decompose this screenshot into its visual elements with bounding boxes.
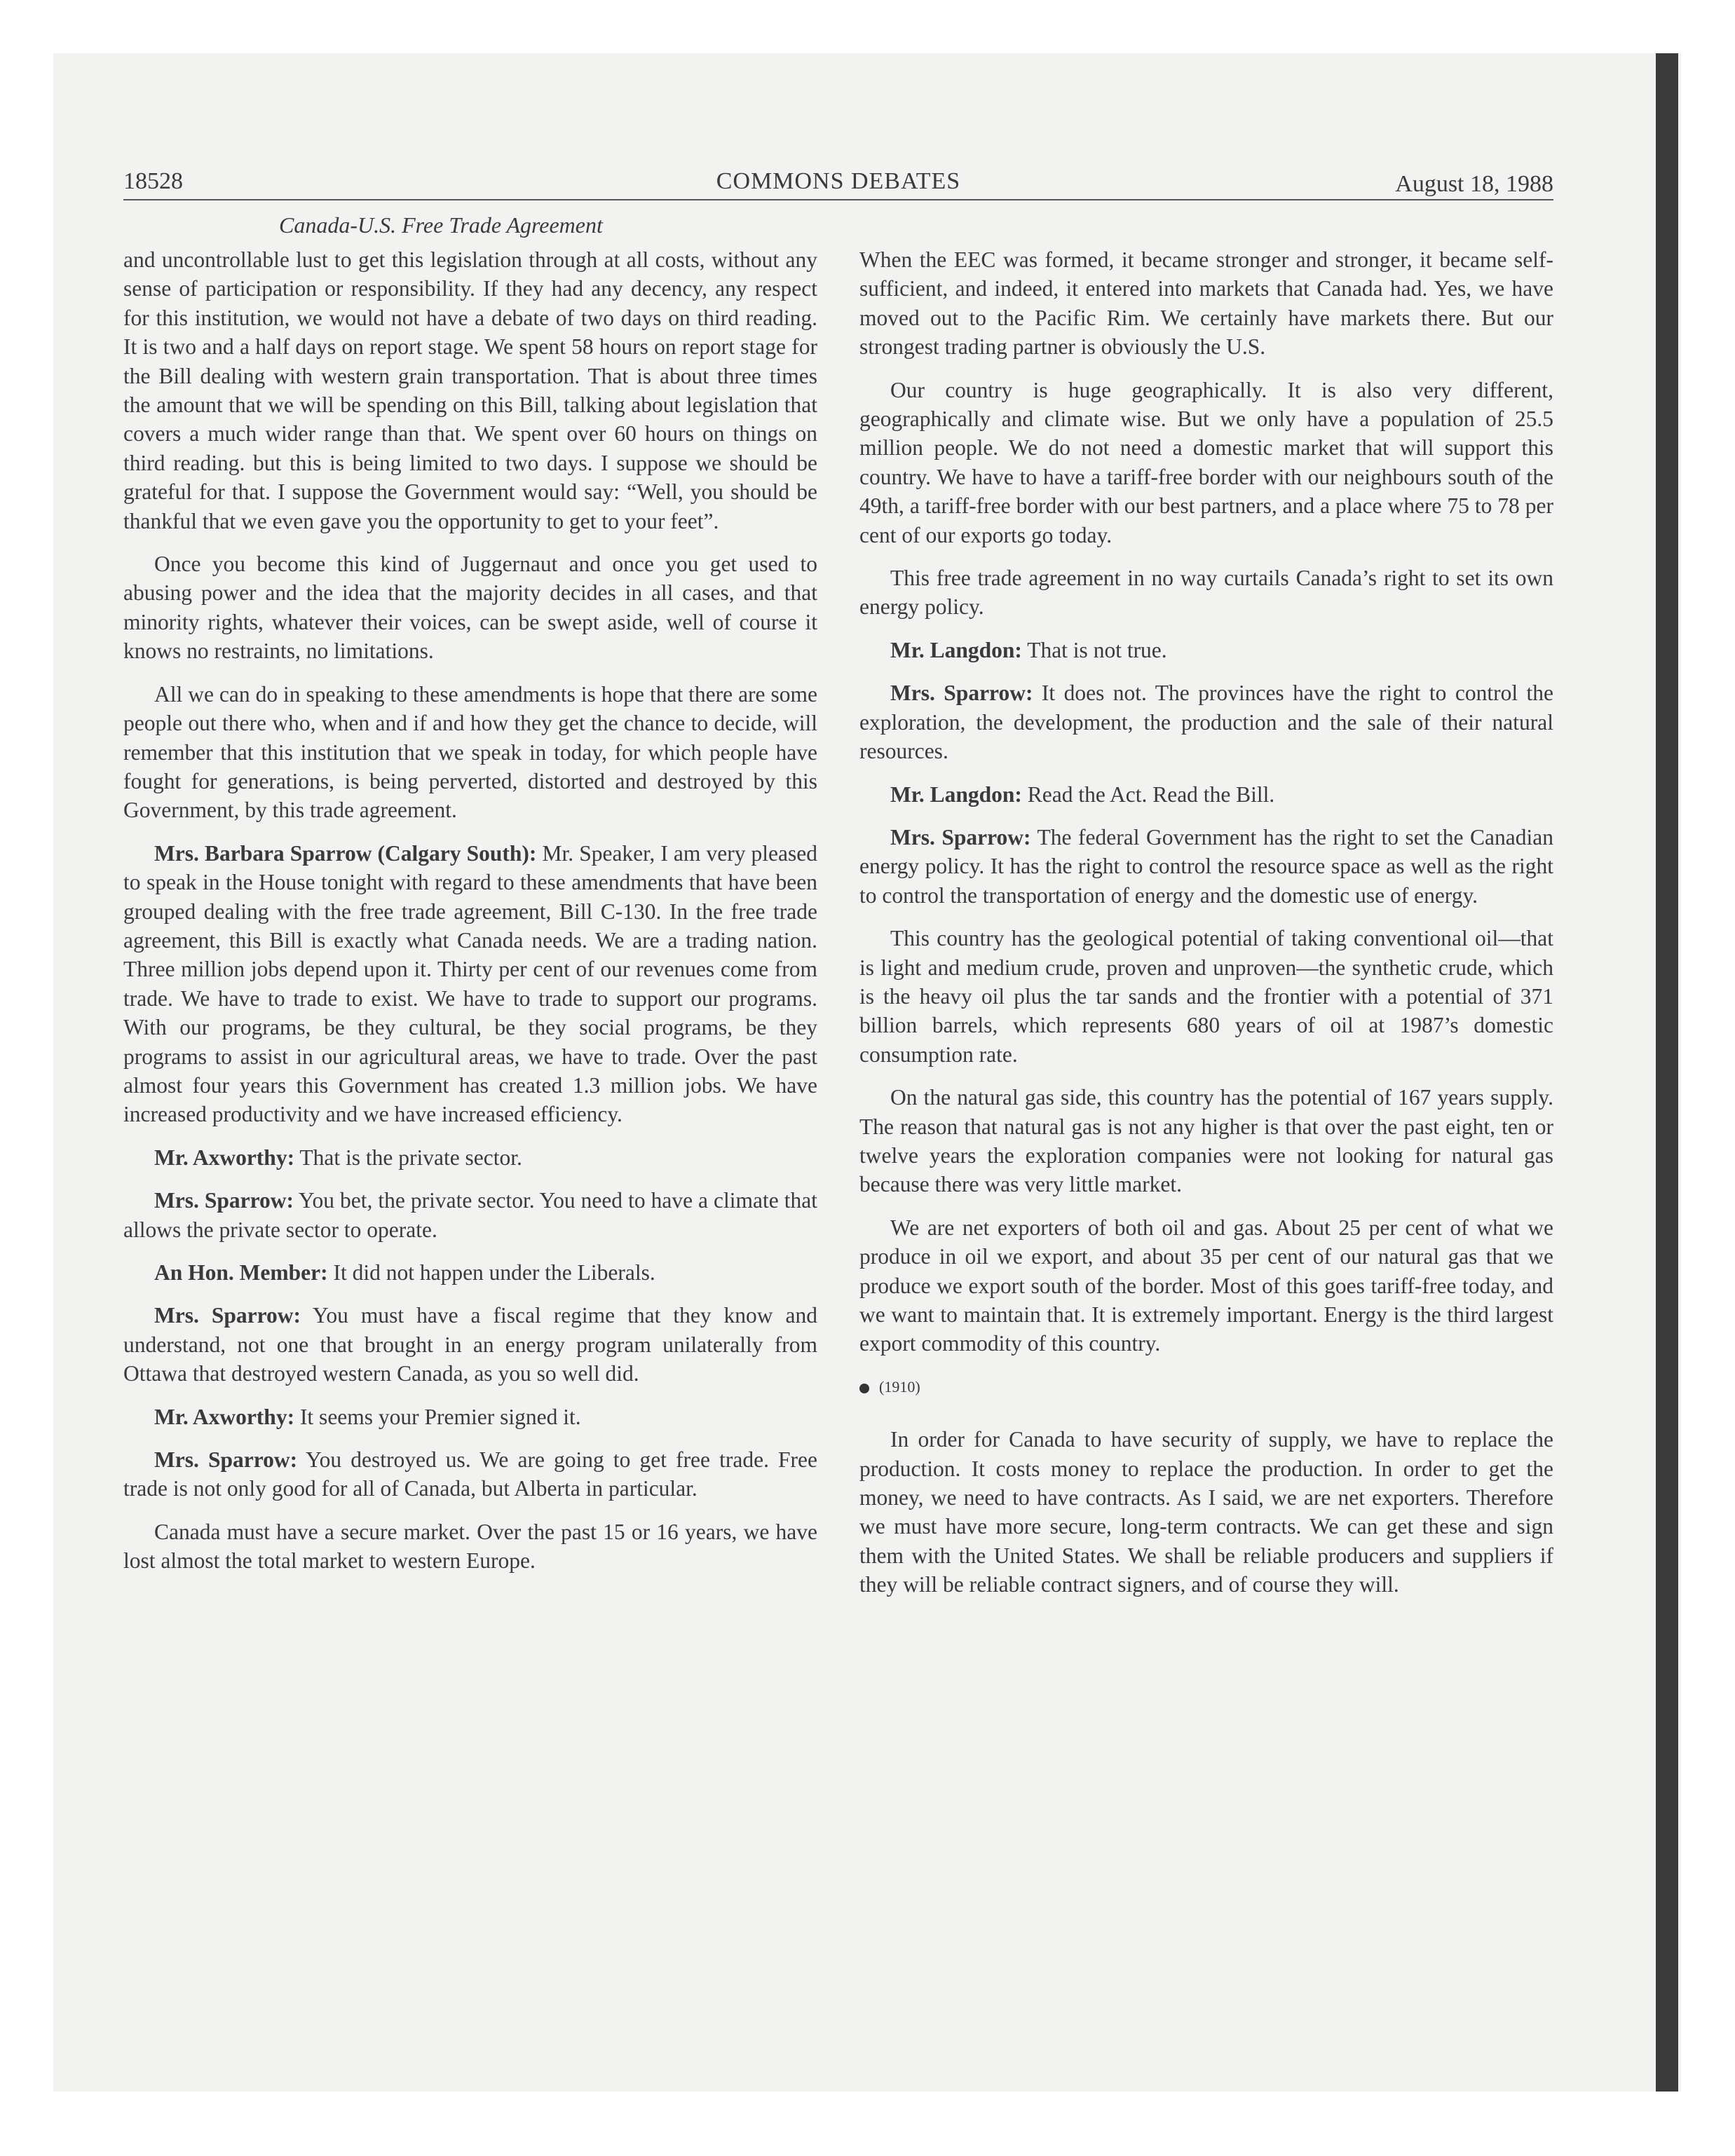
paragraph <box>123 1301 817 1388</box>
speaker-name: An Hon. Member: <box>154 1260 328 1285</box>
two-column-body <box>123 245 1553 1613</box>
paragraph-text: Canada must have a secure market. Over the past 15 or 16 years, we have lost almost the total market to western Europe. <box>123 1519 817 1574</box>
paragraph <box>859 564 1553 622</box>
paragraph <box>859 924 1553 1069</box>
paragraph <box>123 1143 817 1172</box>
paragraph <box>123 1403 817 1431</box>
paragraph-text: This country has the geological potential of taking conventional oil—that is light and medium crude, proven and unproven—the synthetic crude, which is the heavy oil plus the tar sands and the frontier with a potential of 371 billion barrels, which represents 680 years of oil at 1987’s domestic consumption rate. <box>859 926 1553 1067</box>
paragraph-text: It seems your Premier signed it. <box>299 1404 581 1429</box>
speaker-name: Mrs. Sparrow: <box>890 681 1033 706</box>
page-date: August 18, 1988 <box>1395 171 1553 197</box>
paragraph-text: You must have a fiscal regime that they know and understand, not one that brought in an energy program unilaterally from Ottawa that destroyed western Canada, as you so well did. <box>123 1303 817 1386</box>
subject-heading: Canada-U.S. Free Trade Agreement <box>279 212 603 238</box>
paragraph <box>123 550 817 666</box>
paragraph <box>859 1425 1553 1599</box>
paragraph <box>123 1258 817 1287</box>
page-header <box>123 165 1553 200</box>
paragraph-text: You destroyed us. We are going to get free trade. Free trade is not only good for all of Canada, but Alberta in particular. <box>123 1447 818 1501</box>
speaker-name: Mr. Axworthy: <box>154 1145 295 1170</box>
speaker-name: Mrs. Sparrow: <box>154 1188 294 1213</box>
paragraph-text: The federal Government has the right to set the Canadian energy policy. It has the right to control the resource space as well as the right to control the transportation of energy and the domestic use of energy. <box>859 824 1554 908</box>
paragraph-text: Once you become this kind of Juggernaut and once you get used to abusing power and the idea that the majority decides in all cases, and that minority rights, whatever their voices, can be swept aside, well of course it knows no restraints, no limitations. <box>123 552 817 664</box>
paragraph <box>859 376 1553 550</box>
paragraph-text: When the EEC was formed, it became stronger and stronger, it became self-sufficient, and indeed, it entered into markets that Canada had. Yes, we have moved out to the Pacific Rim. We certainly have markets there. But our strongest trading partner is obviously the U.S. <box>859 247 1553 360</box>
paragraph <box>123 1445 817 1503</box>
paragraph-text: It does not. The provinces have the right to control the exploration, the development, the production and the sale of their natural resources. <box>859 681 1554 764</box>
right-column <box>859 245 1553 1613</box>
time-marker-text: (1910) <box>879 1377 920 1396</box>
paragraph <box>859 678 1553 765</box>
paragraph <box>859 1213 1553 1358</box>
speaker-name: Mrs. Sparrow: <box>154 1303 301 1328</box>
paragraph-text: Read the Act. Read the Bill. <box>1027 782 1275 807</box>
paragraph-text: and uncontrollable lust to get this legislation through at all costs, without any sense of participation or responsibility. If they had any decency, any respect for this institution, we would not have a debate of two days on third reading. It is two and a half days on report stage. We spent 58 hours on report stage for the Bill dealing with western grain transportation. That is about three times the amount that we will be spending on this Bill, talking about legislation that covers a much wider range than that. We spent over 60 hours on things on third reading. but this is being limited to two days. I suppose we should be grateful for that. I suppose the Government would say: “Well, you should be thankful that we even gave you the opportunity to get to your feet”. <box>123 247 817 533</box>
speaker-name: Mrs. Barbara Sparrow (Calgary South): <box>154 840 537 866</box>
paragraph-text: It did not happen under the Liberals. <box>333 1260 655 1285</box>
speaker-name: Mr. Langdon: <box>890 782 1022 807</box>
publication-title: COMMONS DEBATES <box>716 168 961 194</box>
paragraph-text: All we can do in speaking to these amendments is hope that there are some people out there who, when and if and how they get the chance to decide, will remember that this institution that we speak in today, for which people have fought for generations, is being perverted, distorted and destroyed by this Government, by this trade agreement. <box>123 681 817 823</box>
speaker-name: Mrs. Sparrow: <box>890 824 1031 850</box>
page-number: 18528 <box>123 168 183 194</box>
paragraph <box>123 1517 817 1576</box>
scan-edge-shadow <box>1656 53 1678 2092</box>
time-marker <box>859 1372 1553 1401</box>
bullet-icon <box>859 1384 869 1393</box>
right-column-bottom <box>859 1425 1553 1599</box>
paragraph-text: We are net exporters of both oil and gas. About 25 per cent of what we produce in oil we export, and about 35 per cent of our natural gas that we produce we export south of the border. Most of this goes tariff-free today, and we want to maintain that. It is extremely important. Energy is the third largest export commodity of this country. <box>859 1215 1553 1356</box>
paragraph <box>859 245 1553 362</box>
paragraph-text: In order for Canada to have security of supply, we have to replace the production. It costs money to replace the production. In order to get the money, we need to have contracts. As I said, we are net exporters. Therefore we must have more secure, long-term contracts. We can get these and sign them with the United States. We shall be reliable producers and suppliers if they will be reliable contract signers, and of course they will. <box>859 1427 1553 1597</box>
paragraph-text: That is the private sector. <box>299 1145 522 1170</box>
paragraph <box>123 839 817 1129</box>
speaker-name: Mr. Axworthy: <box>154 1404 295 1429</box>
speaker-name: Mr. Langdon: <box>890 637 1022 662</box>
paragraph <box>123 1186 817 1244</box>
hansard-page <box>123 165 1553 1613</box>
paragraph <box>123 680 817 825</box>
speaker-name: Mrs. Sparrow: <box>154 1447 298 1473</box>
paragraph <box>859 823 1553 910</box>
paragraph-text: You bet, the private sector. You need to have a climate that allows the private sector to operate. <box>123 1188 817 1242</box>
paragraph-text: Our country is huge geographically. It is also very different, geographically and climate wise. But we only have a population of 25.5 million people. We do not need a domestic market that will support this country. We have to have a tariff-free border with our neighbours south of the 49th, a tariff-free border with our best partners, and a place where 75 to 78 per cent of our exports go today. <box>859 377 1553 547</box>
paragraph <box>859 636 1553 664</box>
paragraph-text: That is not true. <box>1027 637 1167 662</box>
paragraph <box>859 780 1553 809</box>
right-column-top <box>859 245 1553 1358</box>
left-column <box>123 245 817 1613</box>
paragraph <box>123 245 817 535</box>
paragraph <box>859 1083 1553 1199</box>
paragraph-text: Mr. Speaker, I am very pleased to speak in the House tonight with regard to these amendments that have been grouped dealing with the free trade agreement, Bill C-130. In the free trade agreement, this Bill is exactly what Canada needs. We are a trading nation. Three million jobs depend upon it. Thirty per cent of our revenues come from trade. We have to trade to exist. We have to trade to support our programs. With our programs, be they cultural, be they social programs, be they programs to assist in our agricultural areas, we have to trade. Over the past almost four years this Government has created 1.3 million jobs. We have increased productivity and we have increased efficiency. <box>123 840 818 1127</box>
paragraph-text: This free trade agreement in no way curtails Canada’s right to set its own energy policy. <box>859 566 1553 620</box>
paragraph-text: On the natural gas side, this country has the potential of 167 years supply. The reason that natural gas is not any higher is that over the past eight, ten or twelve years the exploration companies were not looking for natural gas because there was very little market. <box>859 1085 1553 1197</box>
